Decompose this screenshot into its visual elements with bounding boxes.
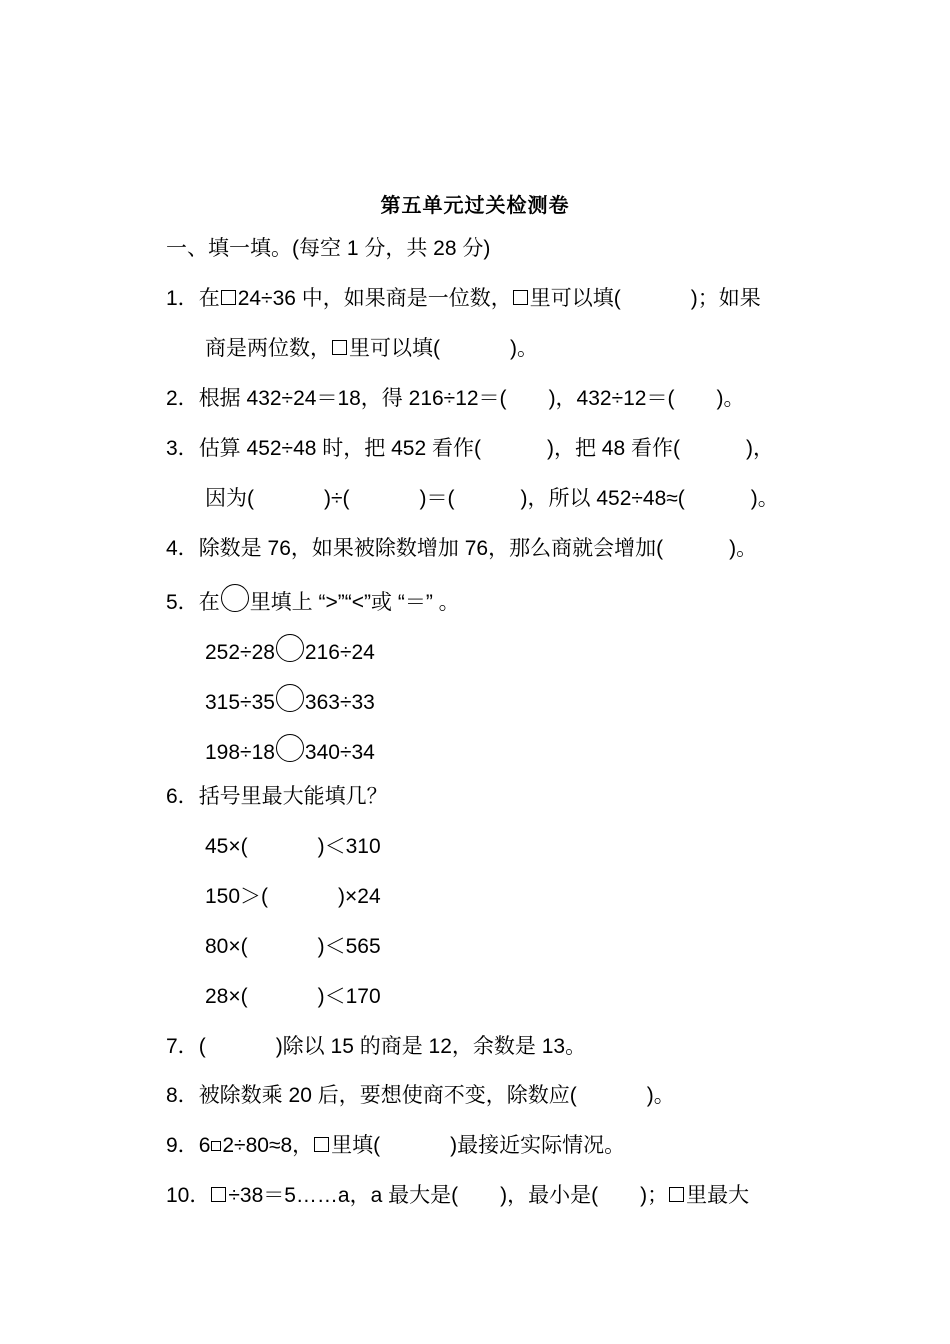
compare-circle[interactable] xyxy=(276,684,304,712)
compare-circle[interactable] xyxy=(276,734,304,762)
question-10: 10． ÷38＝5……a，a 最大是( )，最小是( )； 里最大 xyxy=(166,1184,750,1207)
question-3-line-2: 因为( )÷( )＝( )，所以 452÷48≈( )。 xyxy=(205,487,779,510)
circle-blank-icon xyxy=(221,584,249,612)
question-number: 3． xyxy=(166,437,199,460)
question-4: 4．除数是 76，如果被除数增加 76，那么商就会增加( )。 xyxy=(166,537,758,560)
blank-square-icon xyxy=(669,1187,684,1202)
blank-square-icon xyxy=(314,1137,329,1152)
compare-row-2: 315÷35 363÷33 xyxy=(205,684,375,716)
question-number: 8． xyxy=(166,1084,199,1107)
inequality-row-4: 28×( )＜170 xyxy=(205,985,381,1008)
question-9: 9．6 2÷80≈8， 里填( )最接近实际情况。 xyxy=(166,1134,626,1157)
section-heading: 一、填一填。(每空 1 分，共 28 分) xyxy=(166,237,491,260)
blank-square-icon xyxy=(221,290,236,305)
question-number: 1． xyxy=(166,287,199,310)
page-title: 第五单元过关检测卷 xyxy=(380,195,570,217)
inequality-row-2: 150＞( )×24 xyxy=(205,885,381,908)
compare-row-3: 198÷18 340÷34 xyxy=(205,734,375,766)
question-2: 2．根据 432÷24＝18，得 216÷12＝( )，432÷12＝( )。 xyxy=(166,387,745,410)
inequality-row-1: 45×( )＜310 xyxy=(205,835,381,858)
question-5: 5．在 里填上 “>”“<”或 “＝” 。 xyxy=(166,584,460,616)
blank-square-icon xyxy=(332,340,347,355)
question-number: 9． xyxy=(166,1134,199,1157)
compare-circle[interactable] xyxy=(276,634,304,662)
question-3-line-1: 3．估算 452÷48 时，把 452 看作( )，把 48 看作( )， xyxy=(166,437,774,460)
question-7: 7．( )除以 15 的商是 12，余数是 13。 xyxy=(166,1035,587,1058)
question-number: 7． xyxy=(166,1035,199,1058)
question-1-line-1: 1．在 24÷36 中，如果商是一位数， 里可以填( )；如果 xyxy=(166,287,761,310)
question-8: 8．被除数乘 20 后，要想使商不变，除数应( )。 xyxy=(166,1084,675,1107)
compare-row-1: 252÷28 216÷24 xyxy=(205,634,375,666)
blank-square-icon xyxy=(211,1187,226,1202)
blank-square-icon xyxy=(211,1141,221,1151)
question-6: 6．括号里最大能填几？ xyxy=(166,785,388,808)
question-number: 4． xyxy=(166,537,199,560)
blank-square-icon xyxy=(513,290,528,305)
question-number: 6． xyxy=(166,785,199,808)
inequality-row-3: 80×( )＜565 xyxy=(205,935,381,958)
question-number: 10． xyxy=(166,1184,211,1207)
question-number: 2． xyxy=(166,387,199,410)
question-number: 5． xyxy=(166,591,199,614)
question-1-line-2: 商是两位数， 里可以填( )。 xyxy=(205,337,538,360)
